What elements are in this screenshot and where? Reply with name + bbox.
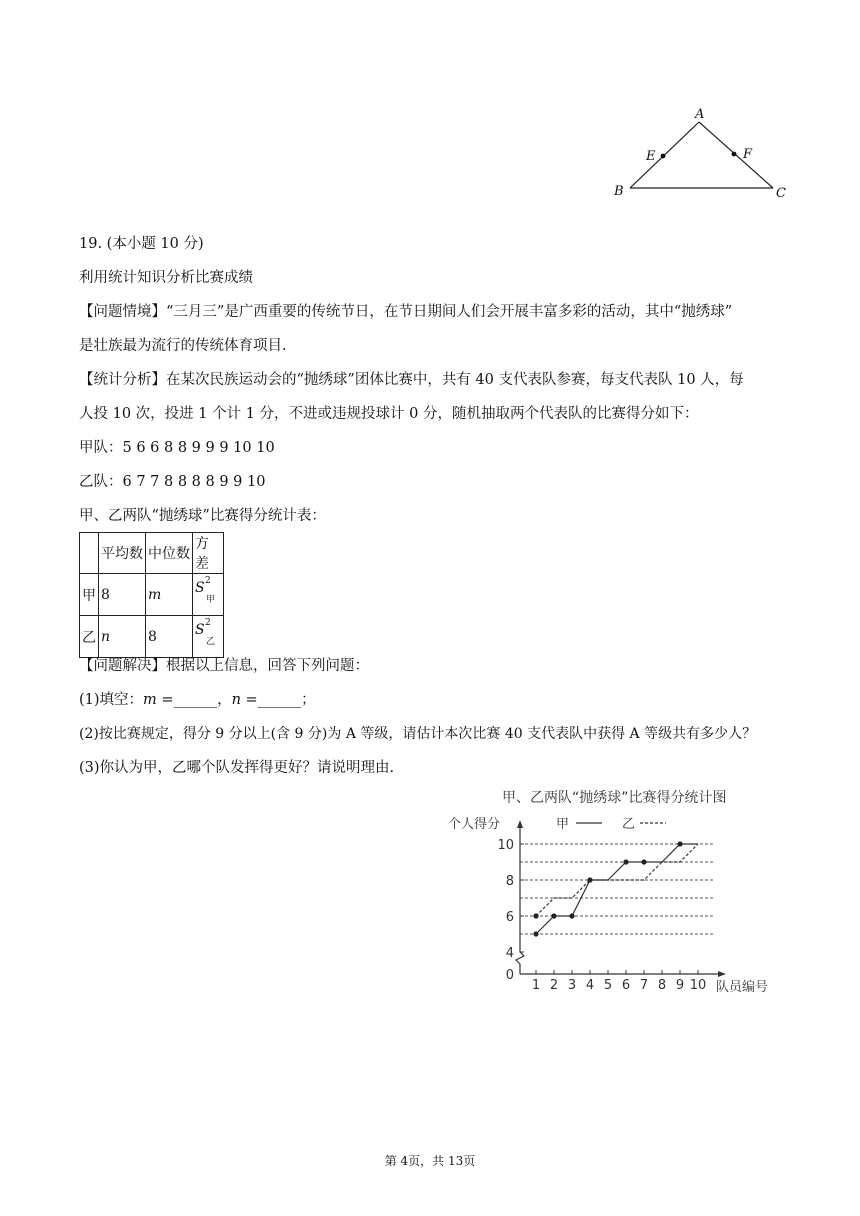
x-axis-label: 队员编号 (716, 980, 769, 995)
q1-n-blank: ______ (257, 692, 302, 708)
context-line-2: 是壮族最为流行的传统体育项目. (79, 338, 287, 354)
variance-superscript: 2 (205, 617, 211, 628)
data-point-jia (551, 913, 556, 918)
y-tick-label: 10 (497, 838, 514, 853)
data-point-jia (677, 841, 682, 846)
q1-m-symbol: m (143, 692, 157, 708)
stats-table (79, 532, 224, 658)
y-tick-label: 4 (505, 946, 514, 961)
page-footer: 第 4页，共 13页 (384, 1154, 476, 1168)
x-tick-label: 6 (621, 978, 631, 993)
data-point-jia (533, 931, 538, 936)
triangle-figure (608, 100, 798, 205)
data-point-jia (623, 859, 628, 864)
variance-subscript: 乙 (206, 636, 216, 647)
x-tick-label: 8 (657, 978, 667, 993)
x-tick-label: 7 (639, 978, 649, 993)
y-tick-label: 8 (505, 874, 514, 889)
table-header-blank (80, 533, 99, 574)
team-a-scores: 甲队：5 6 6 8 8 9 9 9 10 10 (79, 440, 275, 456)
score-line-chart (440, 782, 800, 1002)
q1-separator: ， (217, 692, 232, 708)
y-tick-label: 0 (505, 968, 514, 983)
question-topic: 利用统计知识分析比赛成绩 (79, 270, 253, 286)
stats-line-2: 人投 10 次，投进 1 个计 1 分，不进或违规投球计 0 分，随机抽取两个代表队的比赛得分如下： (79, 406, 699, 422)
variance-subscript: 甲 (206, 594, 216, 605)
vertex-label-a: A (695, 107, 705, 122)
team-b-scores: 乙队：6 7 7 8 8 8 8 9 9 10 (79, 474, 266, 490)
x-tick-label: 3 (567, 978, 577, 993)
variance-symbol: S (195, 579, 205, 596)
question-number: 19. (本小题 10 分) (79, 236, 204, 252)
table-header-median: 中位数 (146, 533, 193, 574)
x-tick-label: 10 (689, 978, 707, 993)
q1-end: ； (301, 692, 316, 708)
context-line-1: 【问题情境】“三月三”是广西重要的传统节日，在节日期间人们会开展丰富多彩的活动，其中“抛绣球” (79, 304, 733, 320)
x-tick-label: 4 (585, 978, 595, 993)
data-point-jia (569, 913, 574, 918)
table-row (80, 616, 224, 658)
table-header-row (80, 533, 224, 574)
q2-line: (2)按比赛规定，得分 9 分以上(含 9 分)为 A 等级，请估计本次比赛 40 支代表队中获得 A 等级共有多少人？ (79, 726, 757, 742)
q1-line (79, 690, 316, 710)
point-f (732, 152, 737, 157)
q3-line: (3)你认为甲，乙哪个队发挥得更好？请说明理由. (79, 760, 395, 776)
table-cell-team: 甲 (80, 574, 99, 616)
q1-m-blank: ______ (173, 692, 218, 708)
data-point-jia (641, 859, 646, 864)
stats-line-1: 【统计分析】在某次民族运动会的“抛绣球”团体比赛中，共有 40 支代表队参赛，每支代表队 10 人，每 (79, 372, 744, 388)
table-cell-mean: n (99, 616, 146, 658)
x-tick-label: 2 (549, 978, 559, 993)
q1-n-equals: = (240, 692, 258, 708)
point-e (661, 154, 666, 159)
table-cell-team: 乙 (80, 616, 99, 658)
y-axis-arrow (517, 820, 523, 828)
point-label-f: F (743, 147, 753, 162)
y-axis-label: 个人得分 (448, 817, 501, 832)
variance-symbol: S (195, 621, 205, 638)
data-point-jia (587, 877, 592, 882)
point-label-e: E (646, 149, 656, 164)
x-tick-label: 5 (603, 978, 613, 993)
table-cell-mean: 8 (99, 574, 146, 616)
data-point-yi (533, 913, 538, 918)
q1-n-symbol: n (231, 692, 241, 708)
table-cell-variance (193, 574, 224, 616)
x-tick-label: 9 (675, 978, 685, 993)
table-header-mean: 平均数 (99, 533, 146, 574)
table-header-variance: 方差 (193, 533, 224, 574)
vertex-label-c: C (776, 186, 786, 201)
x-axis-arrow (718, 971, 726, 977)
variance-superscript: 2 (205, 575, 211, 586)
table-row (80, 574, 224, 616)
table-cell-median: m (146, 574, 193, 616)
legend-label-yi: 乙 (622, 817, 636, 832)
q1-m-equals: = (156, 692, 174, 708)
table-cell-variance (193, 616, 224, 658)
table-caption: 甲、乙两队“抛绣球”比赛得分统计表： (79, 508, 326, 524)
x-tick-label: 1 (531, 978, 541, 993)
q1-prefix: (1)填空： (79, 692, 144, 708)
series-line-jia (536, 844, 698, 934)
vertex-label-b: B (614, 184, 624, 199)
y-tick-label: 6 (505, 910, 514, 925)
legend-label-jia: 甲 (556, 817, 570, 832)
table-cell-median: 8 (146, 616, 193, 658)
solve-heading: 【问题解决】根据以上信息，回答下列问题： (79, 658, 369, 674)
chart-title: 甲、乙两队“抛绣球”比赛得分统计图 (502, 790, 727, 806)
